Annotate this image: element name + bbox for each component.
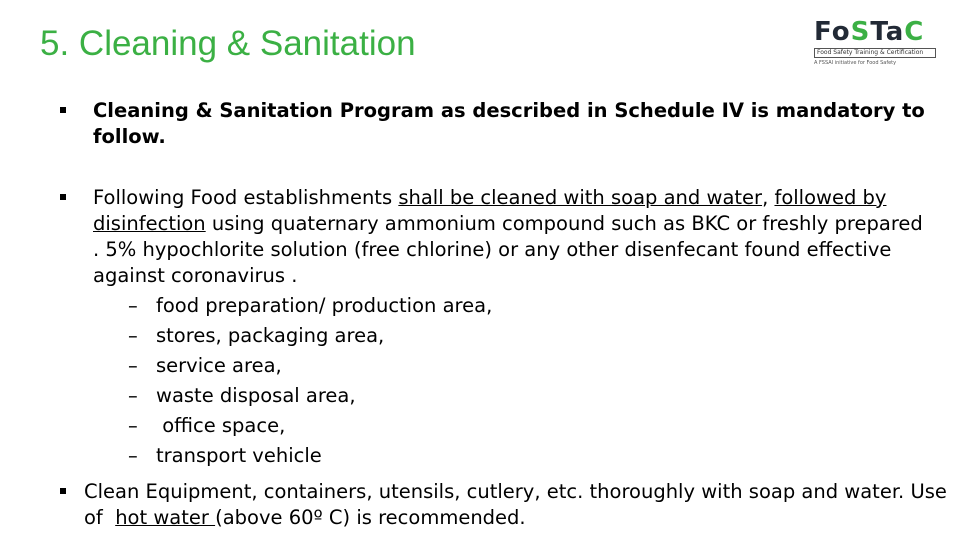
list-item: – stores, packaging area, [128, 324, 385, 347]
list-item: – transport vehicle [128, 444, 322, 467]
list-item: – waste disposal area, [128, 384, 356, 407]
bullet-marker [60, 107, 66, 113]
bullet-3-text: Clean Equipment, containers, utensils, cutlery, etc. thoroughly with soap and water. Use of hot water (above 60º C) is recommended. [84, 480, 947, 529]
page-title: 5. Cleaning & Sanitation [40, 24, 416, 63]
bullet-marker [60, 488, 66, 494]
logo-subtext: A FSSAI initiative for Food Safety [814, 60, 897, 66]
establishment-list [128, 291, 492, 471]
list-item: – food preparation/ production area, [128, 294, 493, 317]
bullet-1-text: Cleaning & Sanitation Program as described in Schedule IV is mandatory to follow. [93, 99, 925, 148]
logo-wordmark: FoSTaC [814, 17, 925, 47]
list-item: – office space, [128, 414, 286, 437]
fostac-logo [814, 18, 936, 74]
list-item: – service area, [128, 354, 282, 377]
bullet-marker [60, 194, 66, 200]
logo-tagline: Food Safety Training & Certification [814, 48, 936, 58]
bullet-2-text: Following Food establishments shall be cleaned with soap and water, followed by disinfection using quaternary ammonium compound such as BKC or freshly prepared . 5% hypochlorite solution (free chlorine) or any other disenfecant found effective against coronavirus . [93, 186, 923, 287]
